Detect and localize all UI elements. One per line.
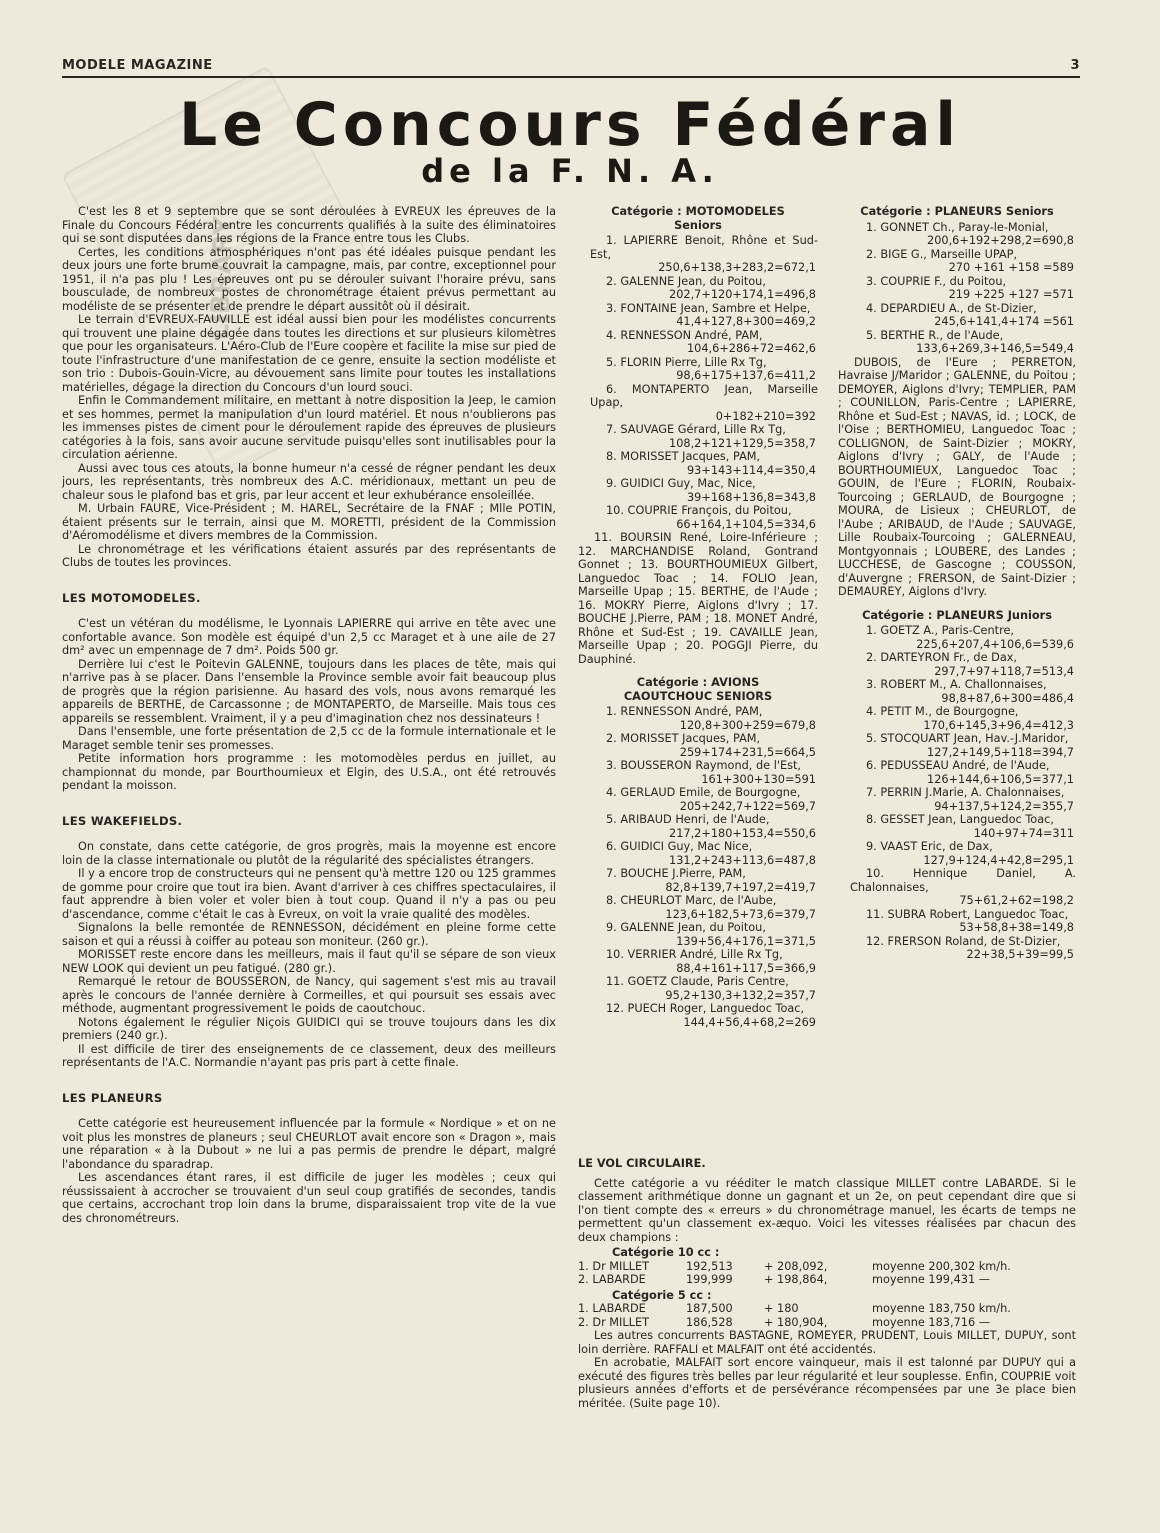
heading-line: Catégorie : AVIONS [636,676,760,689]
speed-row [578,1260,1076,1274]
competitor: 5. FLORIN Pierre, Lille Rx Tg, [606,355,767,369]
score: 39+168+136,8=343,8 [686,490,816,504]
heading-line: Seniors [674,218,722,232]
result-entry [838,275,1076,302]
wakefields-paragraph: Signalons la belle remontée de RENNESSON, décidément en pleine forme cette saison et qui a réussi à coiffer au poteau son moniteur. (260 gr.). [62,921,556,948]
speed-1: 186,528 [686,1315,733,1329]
competitor: 2. MORISSET Jacques, PAM, [606,732,761,745]
pilot: 2. LABARDE [578,1273,646,1286]
intro-paragraph: Aussi avec tous ces atouts, la bonne humeur n'a cessé de régner pendant les deux jours, les représentants, très nombreux des A.C. méridionaux, mettant un peu de chaleur sous le plafond bas et gris, par leur accent et leur exhubérance ensoleillée. [62,461,556,502]
result-entry [578,921,818,948]
score: 127,2+149,5+118=394,7 [927,745,1074,759]
result-entry [578,732,818,759]
score: 66+164,1+104,5=334,6 [676,517,816,531]
score: 140+97+74=311 [973,826,1074,840]
spacer [578,666,818,676]
competitor: 1. RENNESSON André, PAM, [606,705,763,718]
score: 219 +225 +127 =571 [948,288,1074,301]
competitor: 2. BIGE G., Marseille UPAP, [866,247,1018,261]
competitor: 11. GOETZ Claude, Paris Centre, [606,975,789,988]
result-entry [838,329,1076,356]
result-entry [578,477,818,504]
column-narrative [62,205,556,1225]
section-heading-planeurs: LES PLANEURS [62,1090,163,1105]
competitor: 12. PUECH Roger, Languedoc Toac, [606,1002,805,1015]
spacer [838,599,1076,609]
result-entry [838,624,1076,651]
speed-row [578,1273,1076,1287]
heading-line: CAOUTCHOUC SENIORS [623,689,773,703]
wakefields-paragraph: On constate, dans cette catégorie, de gros progrès, mais la moyenne est encore loin de la classe internationale ou plutôt de la régularité des spécialistes étrangers. [62,840,556,867]
score: 82,8+139,7+197,2=419,7 [665,880,816,894]
score: 200,6+192+298,2=690,8 [927,234,1074,247]
result-entry [578,504,818,531]
result-entry [578,1002,818,1029]
result-entry [578,356,818,383]
score: 93+143+114,4=350,4 [686,463,816,477]
column-results-middle [578,205,818,1029]
section-heading-wakefields: LES WAKEFIELDS. [62,813,183,828]
score: 170,6+145,3+96,4=412,3 [923,718,1074,732]
result-entry [578,867,818,894]
score: 161+300+130=591 [701,772,816,786]
score: 297,7+97+118,7=513,4 [934,664,1074,678]
result-entry [838,732,1076,759]
result-entry [838,840,1076,867]
speed-row [578,1316,1076,1330]
avions-results-heading [578,676,818,703]
result-entry [578,383,818,424]
average: moyenne 200,302 km/h. [872,1259,1011,1273]
competitor: 6. MONTAPERTO Jean, Marseille Upap, [590,382,818,409]
category-5cc-label: Catégorie 5 cc : [612,1288,712,1302]
score: 22+38,5+39=99,5 [966,948,1074,961]
competitor: 1. GOETZ A., Paris-Centre, [866,624,1015,637]
wakefields-paragraph: MORISSET reste encore dans les meilleurs, mais il faut qu'il se sépare de son vieux NEW LOOK qui devient un peu fatigué. (280 gr.). [62,948,556,975]
result-entry [838,248,1076,275]
result-entry [838,302,1076,329]
article-title: Le Concours Fédéral [178,90,961,160]
competitor: 4. RENNESSON André, PAM, [606,328,763,342]
vol-circulaire-section [578,1157,1076,1410]
motomodeles-paragraph: Petite information hors programme : les motomodèles perdus en juillet, au championnat du monde, par Bourthoumieux et Elgin, des U.S.A., ont été retrouvés pendant la moisson. [62,752,556,792]
score: 205+242,7+122=569,7 [679,799,816,813]
result-entry [578,948,818,975]
average: moyenne 183,716 — [872,1315,991,1329]
competitor: 3. FONTAINE Jean, Sambre et Helpe, [606,301,811,315]
result-entry [838,908,1076,935]
intro-paragraph: M. Urbain FAURE, Vice-Président ; M. HAREL, Secrétaire de la FNAF ; Mlle POTIN, étaient présents sur le terrain, ainsi que M. MORETTI, président de la Commission d'Aéromodélisme et divers membres de la Commission. [62,502,556,542]
speed-2: + 180 [764,1302,799,1315]
other-competitors: DUBOIS, de l'Eure ; PERRETON, Havraise J/Maridor ; GALENNE, du Poitou ; DEMOYER, Aiglons d'Ivry; TEMPLIER, PAM ; COUNILLON, Paris-Centre ; LAPIERRE, Rhône et Sud-Est ; NAVAS, id. ; LOCK, de l'Oise ; BERTHOMIEU, Languedoc Toac ; COLLIGNON, de Saint-Dizier ; MOKRY, Aiglons d'Ivry ; GALY, de l'Aude ; BOURTHOUMIEUX, Languedoc Toac ; GOUIN, de l'Eure ; FLORIN, Roubaix-Tourcoing ; GERLAUD, de Bourgogne ; MOURA, de Lisieux ; CHEURLOT, de l'Aube ; ARIBAUD, de l'Aude ; SAUVAGE, Lille Roubaix-Tourcoing ; GALERNEAU, Montgyonnais ; LOUBERE, des Landes ; LUCCHESE, de Gascogne ; COUSSON, d'Auvergne ; FRERSON, de Saint-Dizier ; DEMAUREY, Aiglons d'Ivry. [838,355,1076,598]
competitor: 8. MORISSET Jacques, PAM, [606,450,761,463]
score: 88,4+161+117,5=366,9 [676,961,816,975]
score: 270 +161 +158 =589 [948,261,1074,274]
acrobatie-text: En acrobatie, MALFAIT sort encore vainqueur, mais il est talonné par DUPUY qui a exécuté des figures très belles par leur régularité et leur souplesse. Enfin, COUPRIE voit plusieurs années d'efforts et de persévérance récompensées par une 3e place bien méritée. [578,1356,1076,1410]
column-results-right [838,205,1076,962]
wakefields-paragraph: Notons également le régulier Niçois GUIDICI qui se trouve toujours dans les dix premiers (240 gr.). [62,1015,556,1042]
competitor: 10. Hennique Daniel, A. Chalonnaises, [850,867,1076,894]
result-entry [578,329,818,356]
speed-2: + 198,864, [764,1273,828,1286]
page-number: 3 [1070,58,1080,73]
intro-paragraph: Enfin le Commandement militaire, en mettant à notre disposition la Jeep, le camion et ses hommes, permet la manipulation d'un lourd matériel. Et nous n'oublierons pas les immenses pistes de ciment pour le déroulement rapide des épreuves de plusieurs catégories à la fois, sans avoir aucune servitude puisqu'elles sont inutilisables pour la circulation aérienne. [62,394,556,461]
intro-paragraph: Le terrain d'EVREUX-FAUVILLE est idéal aussi bien pour les modélistes concurrents qui trouvent une plaine dégagée dans toutes les directions et sur plusieurs kilomètres que pour les organisateurs. L'Aéro-Club de l'Eure coopère et facilite la mise sur pied de toute l'infrastructure d'une manifestation de ce genre, ensuite la section modéliste et son trio : Dubois-Gouin-Vicre, au dévouement sans limite pour toutes les installations matérielles, dégage la direction du Concours d'un lourd souci. [62,313,556,394]
result-entry [578,234,818,275]
speed-2: + 180,904, [764,1315,828,1329]
result-entry [838,786,1076,813]
wakefields-paragraph: Il est difficile de tirer des enseignements de ce classement, deux des meilleurs représentants de l'A.C. Normandie n'ayant pas pris part à cette finale. [62,1042,556,1069]
motomodeles-paragraph: Derrière lui c'est le Poitevin GALENNE, toujours dans les places de tête, mais qui n'arrive pas à se placer. Dans l'ensemble la Province semble avoir fait beaucoup plus de progrès que la région parisienne. Au hasard des vols, nous avons remarqué les appareils de BERTHE, de Carcassonne ; de MONTAPERTO, de Marseille. Mais tous ces appareils se ressemblent. Vraiment, il y a peu d'imagination chez nos dessinateurs ! [62,657,556,725]
speed-1: 199,999 [686,1273,733,1286]
score: 53+58,8+38=149,8 [959,921,1074,934]
competitor: 6. GUIDICI Guy, Mac Nice, [606,840,753,853]
competitor: 2. DARTEYRON Fr., de Dax, [866,651,1018,664]
score: 131,2+243+113,6=487,8 [669,853,816,867]
result-entry [578,275,818,302]
competitor: 3. ROBERT M., A. Challonnaises, [866,678,1047,691]
average: moyenne 183,750 km/h. [872,1302,1011,1315]
score: 120,8+300+259=679,8 [679,718,816,732]
result-entry [578,894,818,921]
magazine-name: MODELE MAGAZINE [62,58,213,73]
intro-paragraph: Le chronométrage et les vérifications étaient assurés par des représentants de Clubs de toutes les provinces. [62,542,556,569]
result-entry [578,705,818,732]
competitor: 5. BERTHE R., de l'Aude, [866,328,1004,342]
other-competitors: 11. BOURSIN René, Loire-Inférieure ; 12. MARCHANDISE Roland, Gontrand Gonnet ; 13. BOURTHOUMIEUX Gilbert, Languedoc Toac ; 14. FOLIO Jean, Marseille Upap ; 15. BERTHE, de l'Aude ; 16. MOKRY Pierre, Aiglons d'Ivry ; 17. BOUCHE J.Pierre, PAM ; 18. MONET André, Rhône et Sud-Est ; 19. CAVAILLE Jean, Marseille Upap ; 20. POGGJI Pierre, du Dauphiné. [578,531,818,666]
competitor: 4. GERLAUD Emile, de Bourgogne, [606,786,801,799]
result-entry [578,302,818,329]
result-entry [578,786,818,813]
intro-paragraph: C'est les 8 et 9 septembre que se sont déroulées à EVREUX les épreuves de la Finale du Concours Fédéral entre les concurrents qualifiés à la suite des éliminatoires qui se sont disputées dans les régions de la France entre tous les Clubs. [62,205,556,245]
competitor: 7. PERRIN J.Marie, A. Chalonnaises, [866,786,1065,799]
planeurs-juniors-heading: Catégorie : PLANEURS Juniors [862,608,1052,622]
competitor: 9. VAAST Eric, de Dax, [866,840,993,853]
score: 127,9+124,4+42,8=295,1 [923,853,1074,867]
header-rule [62,76,1080,78]
competitor: 8. CHEURLOT Marc, de l'Aube, [606,894,777,907]
result-entry [838,867,1076,908]
planeurs-paragraph: Les ascendances étant rares, il est difficile de juger les modèles ; ceux qui réussissaient à accrocher se trouvaient d'un seul coup gratifiés de secondes, tandis que certains, accrochant trop loin dans la brume, disparaissaient trop vite de la vue des chronométreurs. [62,1171,556,1225]
competitor: 5. STOCQUART Jean, Hav.-J.Maridor, [866,732,1069,745]
heading-line: Catégorie : MOTOMODELES [611,205,785,218]
score: 123,6+182,5+73,6=379,7 [665,907,816,921]
section-heading-motomodeles: LES MOTOMODELES. [62,590,201,605]
competitor: 3. COUPRIE F., du Poitou, [866,274,1007,288]
score: 98,8+87,6+300=486,4 [941,691,1074,705]
motomodeles-paragraph: Dans l'ensemble, une forte présentation de 2,5 cc de la formule internationale et le Maraget semble tenir ses promesses. [62,725,556,752]
speed-row [578,1302,1076,1316]
score: 225,6+207,4+106,6=539,6 [916,637,1074,651]
score: 133,6+269,3+146,5=549,4 [916,342,1074,355]
score: 104,6+286+72=462,6 [686,342,816,355]
result-entry [578,450,818,477]
result-entry [838,935,1076,962]
score: 139+56,4+176,1=371,5 [676,934,816,948]
score: 94+137,5+124,2=355,7 [934,799,1074,813]
stamp-text: LIBRARY [205,216,240,341]
vol-circulaire-paragraph [578,1356,1076,1410]
competitor: 8. GESSET Jean, Languedoc Toac, [866,813,1054,826]
motomodeles-paragraph: C'est un vétéran du modélisme, le Lyonnais LAPIERRE qui arrive en tête avec une confortable avance. Son modèle est équipé d'un 2,5 cc Maraget et à une aile de 27 dm² avec un empennage de 7 dm². Poids 500 gr. [62,617,556,657]
score: 95,2+130,3+132,2=357,7 [665,988,816,1002]
score: 126+144,6+106,5=377,1 [927,772,1074,786]
result-entry [838,678,1076,705]
result-entry [578,813,818,840]
result-entry [838,705,1076,732]
speed-2: + 208,092, [764,1259,828,1273]
competitor: 4. DEPARDIEU A., de St-Dizier, [866,301,1037,315]
competitor: 9. GALENNE Jean, du Poitou, [606,921,766,934]
score: 108,2+121+129,5=358,7 [669,436,816,450]
planeurs-paragraph: Cette catégorie est heureusement influencée par la formule « Nordique » et on ne voit plus les monstres de planeurs ; seul CHEURLOT avait encore son « Dragon », mais une réparation « à la Dubout » ne lui a pas permis de prendre le départ, malgré l'abondance du sparadrap. [62,1117,556,1171]
competitor: 10. COUPRIE François, du Poitou, [606,504,792,517]
vol-circulaire-intro: Cette catégorie a vu rééditer le match classique MILLET contre LABARDE. Si le classement arithmétique donne un gagnant et un 2e, on peut cependant dire que si l'on tient compte des « erreurs » du chronométrage manuel, les écarts de temps ne permettent qu'un classement ex-æquo. Voici les vitesses réalisées par chacun des deux champions : [578,1176,1076,1244]
score: 202,7+120+174,1=496,8 [669,288,816,301]
vol-circulaire-paragraph: Les autres concurrents BASTAGNE, ROMEYER, PRUDENT, Louis MILLET, DUPUY, sont loin derrière. RAFFALI et MALFAIT ont été accidentés. [578,1329,1076,1356]
result-entry [578,423,818,450]
score: 217,2+180+153,4=550,6 [669,826,816,840]
competitor: 6. PEDUSSEAU André, de l'Aude, [866,759,1050,772]
intro-paragraph: Certes, les conditions atmosphériques n'ont pas été idéales puisque pendant les deux jours une forte brume couvrait la campagne, mais, par contre, exceptionnel pour 1951, il n'a pas plu ! Les épreuves ont pu se dérouler suivant l'horaire prévu, sans bousculade, de nombreux postes de chronométrage étaient prévus permettant au modéliste de se présenter et de prendre le départ aussitôt où il désirait. [62,245,556,313]
score: 41,4+127,8+300=469,2 [676,315,816,328]
competitor: 7. SAUVAGE Gérard, Lille Rx Tg, [606,423,786,436]
wakefields-paragraph: Remarqué le retour de BOUSSERON, de Nancy, qui sagement s'est mis au travail après le concours de l'année dernière à Cormeilles, et qui poursuit ses essais avec méthode, augmentant progressivement le poids de caoutchouc. [62,975,556,1015]
running-header [62,58,1080,78]
pilot: 2. Dr MILLET [578,1315,650,1329]
pilot: 1. Dr MILLET [578,1259,650,1273]
score: 259+174+231,5=664,5 [679,745,816,759]
score: 245,6+141,4+174 =561 [934,315,1074,328]
result-entry [838,651,1076,678]
competitor: 9. GUIDICI Guy, Mac, Nice, [606,477,756,490]
competitor: 1. GONNET Ch., Paray-le-Monial, [866,220,1049,234]
competitor: 7. BOUCHE J.Pierre, PAM, [606,867,746,880]
motomodeles-results-heading [578,205,818,232]
competitor: 12. FRERSON Roland, de St-Dizier, [866,934,1061,948]
competitor: 3. BOUSSERON Raymond, de l'Est, [606,759,801,772]
pilot: 1. LABARDE [578,1302,646,1315]
competitor: 10. VERRIER André, Lille Rx Tg, [606,948,783,961]
wakefields-paragraph: Il y a encore trop de constructeurs qui ne pensent qu'à mettre 120 ou 125 grammes de gomme pour croire que tout ira bien. Avant d'arriver à ces chiffres spectaculaires, il faut apprendre à bien voler et voler bien à tout coup. Quand il n'y a pas ou peu d'ascendance, comme c'était le cas à Evreux, on voit la vraie qualité des modèles. [62,867,556,921]
planeurs-seniors-heading: Catégorie : PLANEURS Seniors [860,205,1054,218]
score: 144,4+56,4+68,2=269 [683,1015,816,1029]
result-entry [578,975,818,1002]
result-entry [578,759,818,786]
result-entry [838,813,1076,840]
article-subtitle: de la F. N. A. [421,152,719,190]
speed-1: 187,500 [686,1302,733,1315]
competitor: 2. GALENNE Jean, du Poitou, [606,274,766,288]
section-heading-vol-circulaire: LE VOL CIRCULAIRE. [578,1157,706,1170]
score: 98,6+175+137,6=411,2 [676,369,816,382]
score: 75+61,2+62=198,2 [959,894,1074,907]
competitor: 11. SUBRA Robert, Languedoc Toac, [866,907,1069,921]
competitor: 4. PETIT M., de Bourgogne, [866,705,1019,718]
result-entry [578,840,818,867]
result-entry [838,759,1076,786]
score: 250,6+138,3+283,2=672,1 [658,261,816,274]
score: 0+182+210=392 [715,409,816,423]
result-entry [838,221,1076,248]
competitor: 5. ARIBAUD Henri, de l'Aude, [606,813,770,826]
category-10cc-label: Catégorie 10 cc : [612,1246,720,1259]
average: moyenne 199,431 — [872,1273,991,1286]
competitor: 1. LAPIERRE Benoit, Rhône et Sud-Est, [590,234,818,261]
continued-link[interactable]: (Suite page 10). [629,1396,721,1410]
speed-1: 192,513 [686,1259,733,1273]
